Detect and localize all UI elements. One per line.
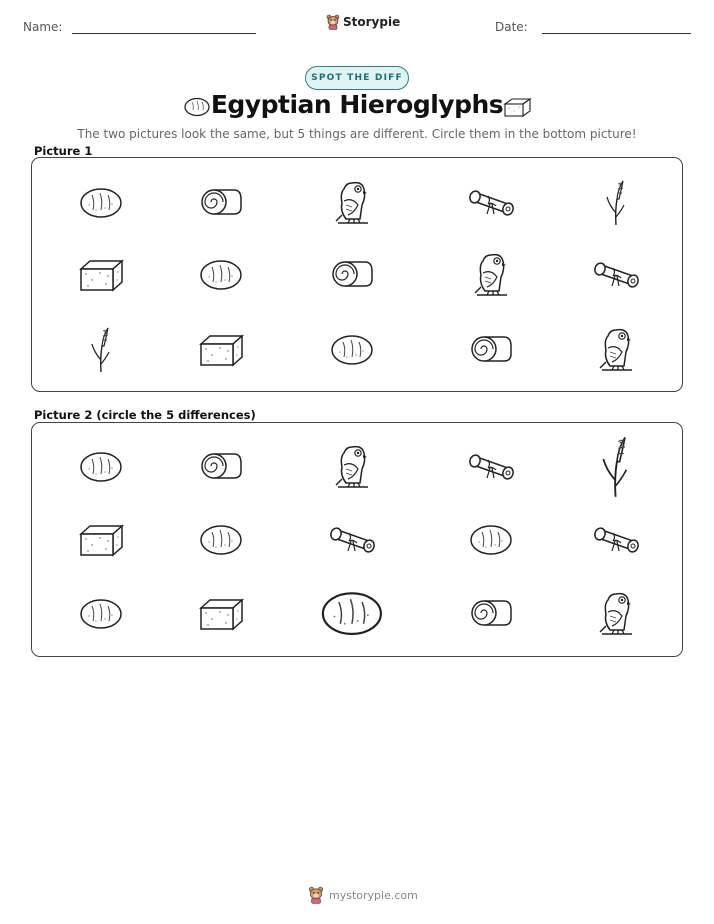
picture-2-owl-icon[interactable] <box>332 443 372 496</box>
picture-2-label: Picture 2 (circle the 5 differences) <box>34 408 256 422</box>
picture-1-reed-icon <box>88 324 114 381</box>
picture-2-papyrus-scroll-icon[interactable] <box>327 523 377 562</box>
picture-1-bread-icon <box>330 333 374 372</box>
picture-1-brick-icon <box>198 333 244 372</box>
bear-mascot-icon <box>326 14 340 30</box>
picture-2-bread-icon[interactable] <box>320 589 384 643</box>
brand-name: Storypie <box>343 15 401 29</box>
picture-2-brick-icon[interactable] <box>78 523 124 562</box>
footer-site: mystorypie.com <box>329 888 418 902</box>
brick-icon <box>502 97 532 117</box>
brand-logo <box>326 14 400 30</box>
picture-1-bread-icon <box>79 186 123 225</box>
picture-1-bread-icon <box>199 258 243 297</box>
picture-2-bread-icon[interactable] <box>79 597 123 636</box>
name-label: Name: <box>23 20 63 34</box>
page-title: Egyptian Hieroglyphs <box>210 90 504 119</box>
spot-the-diff-badge: SPOT THE DIFF <box>305 66 409 90</box>
picture-2-scroll-roll-icon[interactable] <box>200 451 242 488</box>
picture-2-papyrus-scroll-icon[interactable] <box>466 450 516 489</box>
name-line[interactable] <box>72 33 256 34</box>
picture-2-bread-icon[interactable] <box>199 523 243 562</box>
picture-1-owl-icon <box>471 251 511 304</box>
picture-1-owl-icon <box>332 179 372 232</box>
picture-1-owl-icon <box>596 326 636 379</box>
footer <box>308 886 418 904</box>
picture-2-bread-icon[interactable] <box>469 523 513 562</box>
picture-1-scroll-roll-icon <box>331 259 373 296</box>
picture-1-reed-icon <box>603 177 629 234</box>
picture-2-reed-icon[interactable] <box>598 432 633 507</box>
picture-1-label: Picture 1 <box>34 144 93 158</box>
picture-2-brick-icon[interactable] <box>198 597 244 636</box>
bear-mascot-icon <box>308 886 324 904</box>
picture-1-papyrus-scroll-icon <box>466 186 516 225</box>
picture-1-papyrus-scroll-icon <box>591 258 641 297</box>
picture-2-owl-icon[interactable] <box>596 590 636 643</box>
picture-2-scroll-roll-icon[interactable] <box>470 598 512 635</box>
picture-1-brick-icon <box>78 258 124 297</box>
picture-2-papyrus-scroll-icon[interactable] <box>591 523 641 562</box>
date-line[interactable] <box>542 33 691 34</box>
picture-1-scroll-roll-icon <box>470 334 512 371</box>
picture-2-bread-icon[interactable] <box>79 450 123 489</box>
picture-1-scroll-roll-icon <box>200 187 242 224</box>
date-label: Date: <box>495 20 528 34</box>
instructions: The two pictures look the same, but 5 things are different. Circle them in the bottom picture! <box>77 127 637 141</box>
